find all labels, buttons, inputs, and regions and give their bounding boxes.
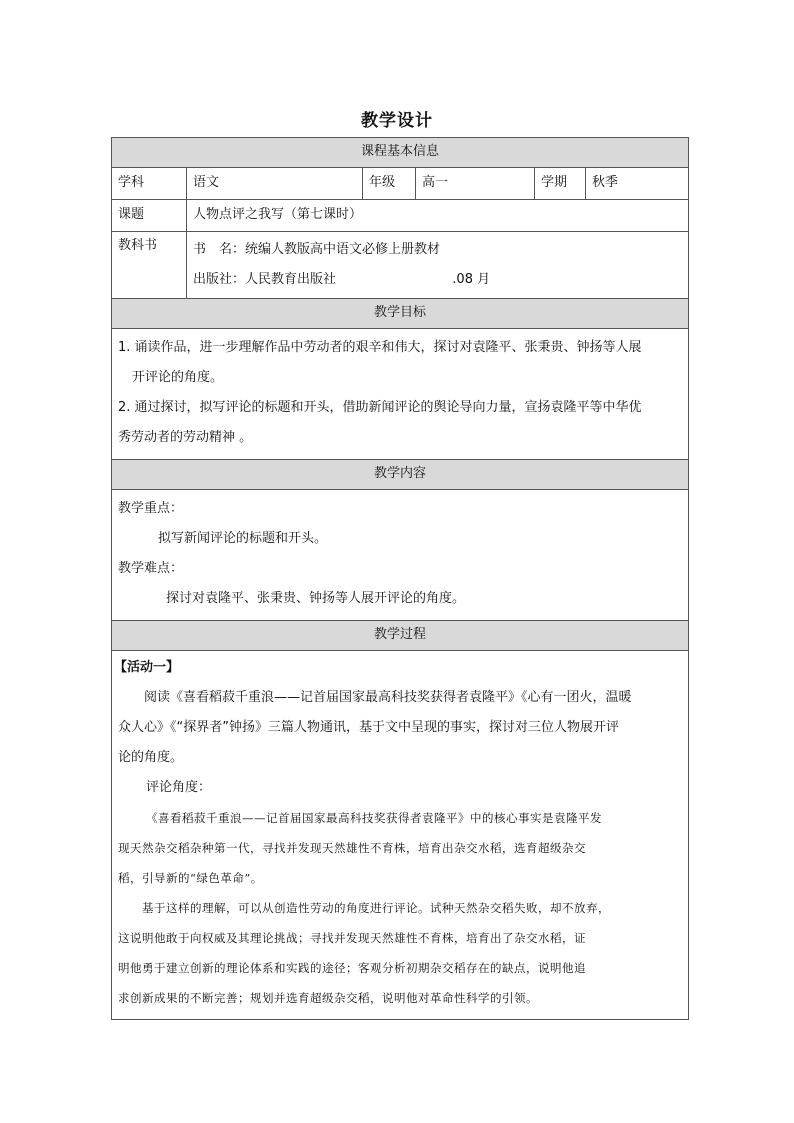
- grade-value: 高一: [416, 168, 535, 200]
- grade-label: 年级: [363, 168, 416, 200]
- reading-line-2: 众人心》《“探界者”钟扬》三篇人物通讯，基于文中呈现的事实，探讨对三位人物展开评: [118, 720, 619, 735]
- difficulty-label: 教学难点：: [118, 561, 184, 576]
- reading-line-1: 阅读《喜看稻菽千重浪——记首届国家最高科技奖获得者袁隆平》《心有一团火，温暖: [144, 690, 632, 705]
- angle-p1-line-3: 稻，引导新的“绿色革命”。: [118, 871, 263, 885]
- difficulty-text: 探讨对袁隆平、张秉贵、钟扬等人展开评论的角度。: [166, 591, 466, 606]
- lesson-plan-table: [111, 137, 689, 1020]
- publisher-name: 出版社：人民教育出版社: [193, 272, 337, 287]
- objective-1-line-2: 开评论的角度。: [132, 370, 224, 385]
- key-point-label: 教学重点：: [118, 501, 184, 516]
- topic-value: 人物点评之我写（第七课时）: [187, 200, 689, 232]
- reading-line-3: 论的角度。: [118, 750, 184, 765]
- activity-title: 【活动一】: [114, 660, 180, 675]
- key-point-text: 拟写新闻评论的标题和开头。: [158, 531, 328, 546]
- document-title: 教学设计: [361, 111, 433, 131]
- angle-p2-line-1: 基于这样的理解，可以从创造性劳动的角度进行评论。试种天然杂交稻失败，却不放弃，: [142, 901, 610, 915]
- angle-p1-line-1: 《喜看稻菽千重浪——记首届国家最高科技奖获得者袁隆平》中的核心事实是袁隆平发: [146, 811, 602, 825]
- angle-p2-line-4: 求创新成果的不断完善；规划并选育超级杂交稻，说明他对革命性科学的引领。: [118, 991, 538, 1005]
- basic-info-row: [112, 168, 689, 200]
- angle-label: 评论角度：: [146, 780, 212, 795]
- objective-1-line-1: 1. 诵读作品，进一步理解作品中劳动者的艰辛和伟大，探讨对袁隆平、张秉贵、钟扬等人展: [118, 340, 642, 355]
- section-header-content: 教学内容: [112, 460, 689, 490]
- objective-2-line-1: 2. 通过探讨，拟写评论的标题和开头，借助新闻评论的舆论导向力量，宣扬袁隆平等中华优: [118, 400, 642, 415]
- section-header-objectives: 教学目标: [112, 299, 689, 329]
- angle-p2-line-3: 明他勇于建立创新的理论体系和实践的途径；客观分析初期杂交稻存在的缺点，说明他追: [118, 961, 586, 975]
- subject-value: 语文: [187, 168, 363, 200]
- topic-row: [112, 200, 689, 232]
- objectives-cell: [112, 329, 689, 460]
- publisher-date: .08 月: [452, 272, 491, 287]
- topic-label: 课题: [112, 200, 187, 232]
- term-label: 学期: [535, 168, 586, 200]
- section-header-process: 教学过程: [112, 621, 689, 651]
- content-cell: [112, 490, 689, 621]
- textbook-label: 教科书: [112, 232, 187, 299]
- publisher-line: [193, 265, 682, 295]
- angle-p2-line-2: 这说明他敢于向权威及其理论挑战；寻找并发现天然雄性不育株，培育出了杂交水稻，证: [118, 931, 586, 945]
- angle-p1-line-2: 现天然杂交稻杂种第一代，寻找并发现天然雄性不育株，培育出杂交水稻，选育超级杂交: [118, 841, 586, 855]
- subject-label: 学科: [112, 168, 187, 200]
- objective-2-line-2: 秀劳动者的劳动精神 。: [118, 430, 253, 445]
- textbook-row: [112, 232, 689, 299]
- process-cell: [112, 651, 689, 1020]
- book-name-line: 书 名：统编人教版高中语文必修上册教材: [193, 242, 441, 257]
- term-value: 秋季: [586, 168, 689, 200]
- section-header-basic-info: 课程基本信息: [112, 138, 689, 168]
